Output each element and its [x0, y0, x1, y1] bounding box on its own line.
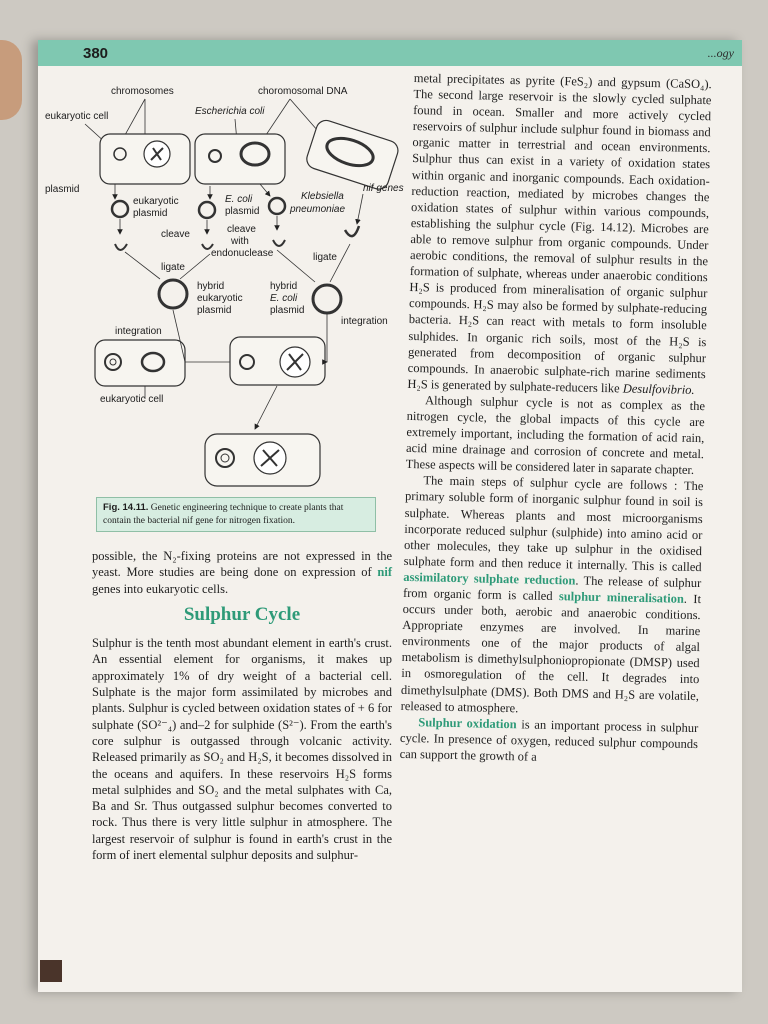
- corner-mark: [40, 960, 62, 982]
- running-head: ...ogy: [707, 46, 734, 60]
- oxidation-term: Sulphur oxidation: [418, 714, 517, 732]
- label-plasmid: plasmid: [45, 184, 80, 195]
- label-chromosomal-dna: choromosomal DNA: [258, 86, 348, 97]
- caption-text: Genetic engineering technique to create plants that contain the bacterial nif gene for nitrogen fixation.: [103, 503, 344, 526]
- label-klebsiella-1: Klebsiella: [301, 191, 344, 202]
- finger-thumb: [0, 40, 22, 120]
- label-cleave-left: cleave: [161, 229, 190, 240]
- label-integration-right: integration: [341, 316, 388, 327]
- left-column: [92, 548, 392, 863]
- paragraph-4-text: is an important process in sulphur cycle. In presence of oxygen, reduced sulphur compounds can support the growth of a: [399, 717, 699, 764]
- label-ligate-right: ligate: [313, 252, 337, 263]
- desulfovibrio-term: Desulfovibrio.: [622, 381, 695, 397]
- right-paragraph-1: [407, 70, 712, 398]
- figure-diagram: [45, 44, 404, 490]
- label-hybrid-ecoli-3: plasmid: [270, 305, 305, 316]
- sulphur-body-paragraph: Sulphur is the tenth most abundant element in earth's crust. An essential element for organisms, it makes up approximately 1% of dry weight of a bacterial cell. Sulphate is the major form assimilated by microbes and plants. Sulphur is cycled between oxidation states of + 6 for sulphate (SO²⁻₄) and–2 for sulphide (S²⁻). From the earth's core sulphur is outgassed through volcanic activity. Released primarily as SO₂ and H₂S, it becomes dissolved in the oceans and aquifers. In these reservoirs H₂S forms metal sulphides and SO₂ and the metal sulphates with Ca, Ba and Sr. Thus outgassed sulphur becomes converted to rock. Thus there is very little sulphur in atmosphere. The largest reservoir of sulphur is found in earth's crust in the form of inert elemental sulphur deposits and sulphur-: [92, 636, 392, 863]
- ecoli-cell-top: [195, 134, 285, 184]
- right-paragraph-3: [401, 472, 704, 720]
- nif-term: nif: [377, 565, 393, 580]
- label-klebsiella-2: pneumoniae: [290, 204, 346, 215]
- nif-gene-diagram: [45, 44, 404, 490]
- label-ecoli-plasmid-1: E. coli: [225, 194, 253, 205]
- eukaryotic-cell-middle: [95, 340, 185, 386]
- page-number: 380: [83, 45, 109, 62]
- label-nif-genes: nif genes: [363, 183, 404, 194]
- label-eukaryotic-cell: eukaryotic cell: [45, 111, 109, 122]
- paragraph-3-text-a: The main steps of sulphur cycle are follows : The primary soluble form of inorganic sulphur found in soil is sulphate. Whereas plants and most microorganisms incorporate reduced sulphur (sulphide) into amino acid or other molecules, they take up sulphur in the oxidised sulphate form and then reduce it internally. This is called: [403, 473, 704, 574]
- label-escherichia-coli: Escherichia coli: [195, 106, 265, 117]
- intro-paragraph: [92, 548, 392, 597]
- caption-label: Fig. 14.11.: [103, 502, 149, 513]
- intro-text-end: genes into eukaryotic cells.: [92, 581, 229, 596]
- label-cleave-mid-3: endonuclease: [211, 248, 274, 259]
- label-ecoli-plasmid-2: plasmid: [225, 206, 260, 217]
- paragraph-3-text-c: . It occurs under both, aerobic and anaerobic conditions. Appropriate enzymes are involved. In marine environments one of the major products of algal metabolism is dimethylsulphoniopropionate (DMSP) used in osmoregulation of the cell. It degrades into dimethylsulphate (DMS). Both DMS and H₂S are volatile, released to atmosphere.: [400, 591, 702, 715]
- label-hybrid-euk-2: eukaryotic: [197, 293, 243, 304]
- recombinant-cell-middle: [230, 337, 325, 385]
- label-integration-left: integration: [115, 326, 162, 337]
- label-eukaryotic-plasmid-2: plasmid: [133, 208, 168, 219]
- label-eukaryotic-cell-bottom: eukaryotic cell: [100, 394, 164, 405]
- figure-caption: [96, 497, 376, 532]
- mineralisation-term: sulphur mineralisation: [558, 589, 685, 606]
- right-paragraph-2: Although sulphur cycle is not as complex as the nitrogen cycle, the global impacts of this cycle are extremely important, including the formation of acid rain, acid mine drainage and corrosion of concrete and metal. These aspects will be considered later in saparate chapter.: [405, 393, 706, 478]
- right-paragraph-4: [400, 714, 699, 769]
- right-column: [400, 70, 712, 768]
- label-hybrid-ecoli-1: hybrid: [270, 281, 298, 292]
- paragraph-1-text: metal precipitates as pyrite (FeS₂) and gypsum (CaSO₄). The second large reservoir is the slowly cycled sulphate found in ocean. Smaller and more actively cycled reservoirs of sulphur include sulphur found in biomass and organic matter in terrestrial and ocean environments. Sulphur thus can exist in a variety of oxidation states within organic and inorganic compounds. Each oxidation-reduction reaction, mediated by microbes changes the oxidation states of sulphur within various compounds, establishing the sulphur cycle (Fig. 14.12). Microbes are able to remove sulphur from organic compounds. Under aerobic conditions, the removal of sulphur results in the formation of sulphate, whereas under anaerobic conditions H₂S is produced from mineralisation of organic sulphur compounds. H₂S may also be formed by sulphate-reducing bacteria. H₂S can react with metals to form insoluble sulphides. In organic rich soils, most of the H₂S is generated from decomposition of organic sulphur compounds. In anaerobic sulphate-rich marine sediments H₂S is generated by sulphate-reducers like: [407, 70, 712, 396]
- label-hybrid-euk-1: hybrid: [197, 281, 225, 292]
- label-hybrid-euk-3: plasmid: [197, 305, 232, 316]
- section-heading: Sulphur Cycle: [183, 603, 301, 625]
- paragraph-3-text-b: . The release of sulphur from organic form is called: [402, 573, 702, 604]
- label-cleave-mid-1: cleave: [227, 224, 256, 235]
- hybrid-eukaryotic-plasmid: [159, 280, 187, 308]
- label-chromosomes: chromosomes: [111, 86, 174, 97]
- hybrid-ecoli-plasmid: [313, 285, 341, 313]
- label-cleave-mid-2: with: [231, 236, 249, 247]
- klebsiella-cell-top: [304, 118, 400, 192]
- intro-text: possible, the N₂-fixing proteins are not expressed in the yeast. More studies are being done on expression of: [92, 549, 392, 580]
- label-eukaryotic-plasmid-1: eukaryotic: [133, 196, 179, 207]
- label-hybrid-ecoli-2: E. coli: [270, 293, 298, 304]
- label-ligate-left: ligate: [161, 262, 185, 273]
- assimilatory-term: assimilatory sulphate reduction: [403, 569, 576, 588]
